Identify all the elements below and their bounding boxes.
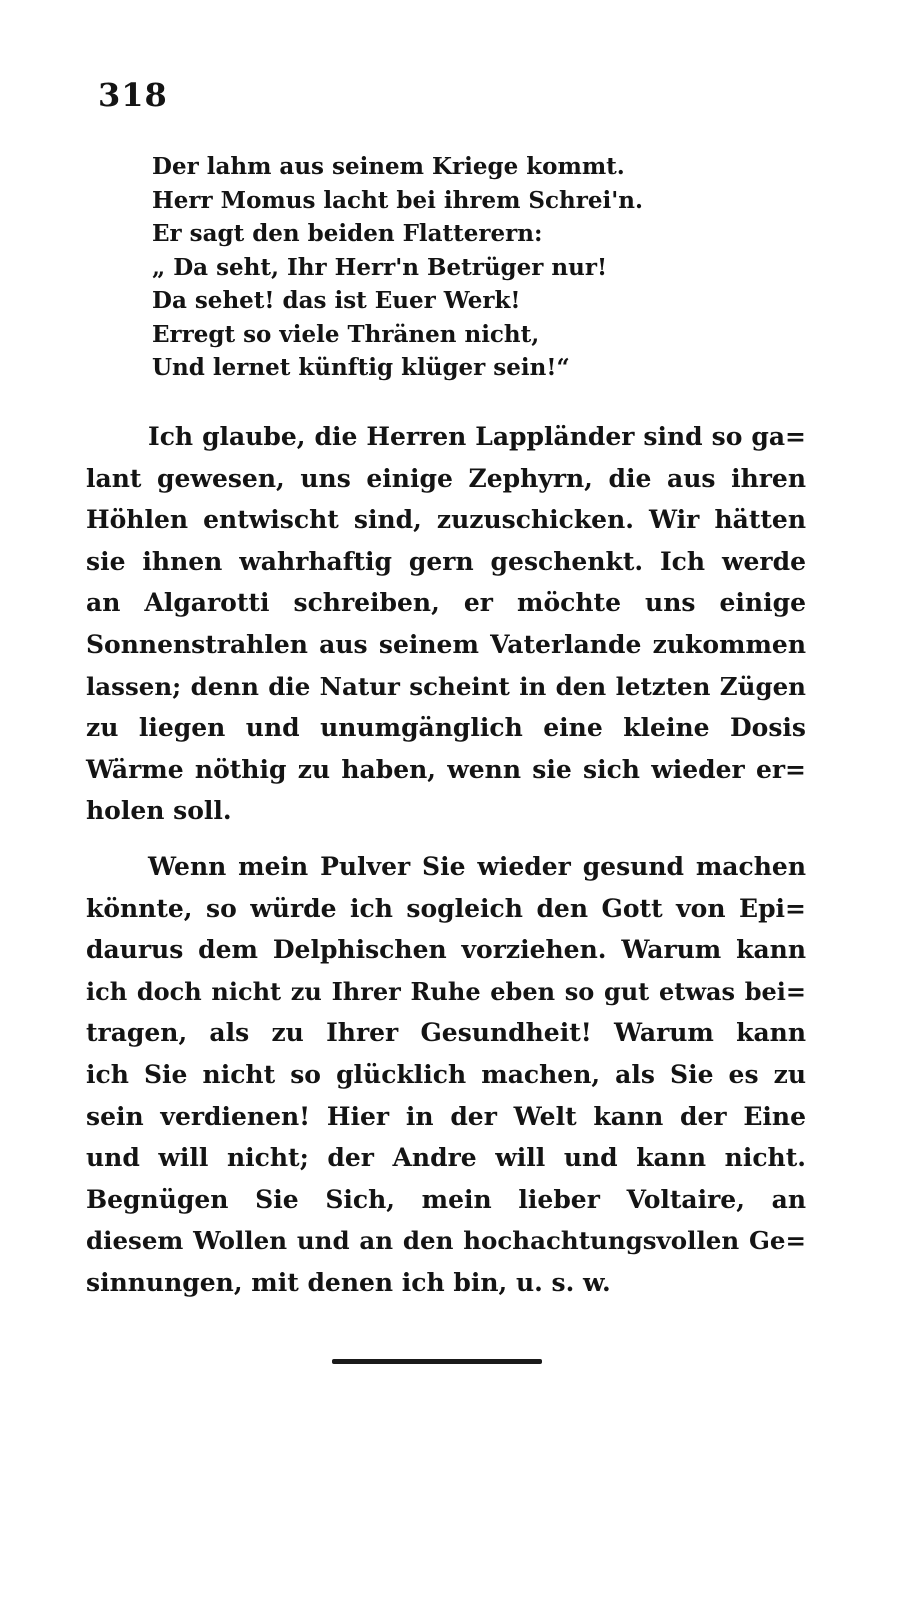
text-line: diesem Wollen und an den hochachtungsvollen Ge= <box>86 1226 806 1256</box>
text-line: sein verdienen! Hier in der Welt kann der Eine <box>86 1101 806 1131</box>
text-line: Begnügen Sie Sich, mein lieber Voltaire, an <box>86 1184 806 1214</box>
verse-line: Da sehet! das ist Euer Werk! <box>152 287 521 314</box>
text-line: Ich glaube, die Herren Lappländer sind so ga= <box>148 422 806 451</box>
paragraph-lapplaender <box>86 416 806 832</box>
text-line: ich Sie nicht so glücklich machen, als Sie es zu <box>86 1059 806 1089</box>
text-line: an Algarotti schreiben, er möchte uns einige <box>86 588 806 618</box>
text-line: sinnungen, mit denen ich bin, u. s. w. <box>86 1267 611 1297</box>
text-line: lassen; denn die Natur scheint in den letzten Zügen <box>86 671 806 701</box>
text-line: zu liegen und unumgänglich eine kleine Dosis <box>86 713 806 743</box>
paragraph-pulver <box>86 846 806 1304</box>
text-line: lant gewesen, uns einige Zephyrn, die aus ihren <box>86 463 806 493</box>
verse-line: Er sagt den beiden Flatterern: <box>152 220 543 247</box>
page-number: 318 <box>98 76 168 114</box>
text-line: Wärme nöthig zu haben, wenn sie sich wieder er= <box>86 754 806 784</box>
text-line: sie ihnen wahrhaftig gern geschenkt. Ich werde <box>86 546 806 576</box>
text-line: könnte, so würde ich sogleich den Gott von Epi= <box>86 893 806 923</box>
section-end-rule <box>332 1359 542 1364</box>
text-line: und will nicht; der Andre will und kann nicht. <box>86 1143 806 1173</box>
verse-block <box>152 150 792 385</box>
verse-line: „ Da seht, Ihr Herr'n Betrüger nur! <box>152 253 608 281</box>
text-line: holen soll. <box>86 796 232 826</box>
verse-line: Erregt so viele Thränen nicht, <box>152 320 540 348</box>
text-line: Wenn mein Pulver Sie wieder gesund machen <box>148 852 806 881</box>
verse-line: Der lahm aus seinem Kriege kommt. <box>152 153 625 180</box>
verse-line: Und lernet künftig klüger sein!“ <box>152 354 570 381</box>
text-line: tragen, als zu Ihrer Gesundheit! Warum kann <box>86 1018 806 1048</box>
text-line: ich doch nicht zu Ihrer Ruhe eben so gut etwas bei= <box>86 976 806 1006</box>
text-line: Sonnenstrahlen aus seinem Vaterlande zukommen <box>86 629 806 659</box>
text-line: Höhlen entwischt sind, zuzuschicken. Wir hätten <box>86 505 806 535</box>
text-line: daurus dem Delphischen vorziehen. Warum kann <box>86 935 806 965</box>
verse-line: Herr Momus lacht bei ihrem Schrei'n. <box>152 186 644 214</box>
